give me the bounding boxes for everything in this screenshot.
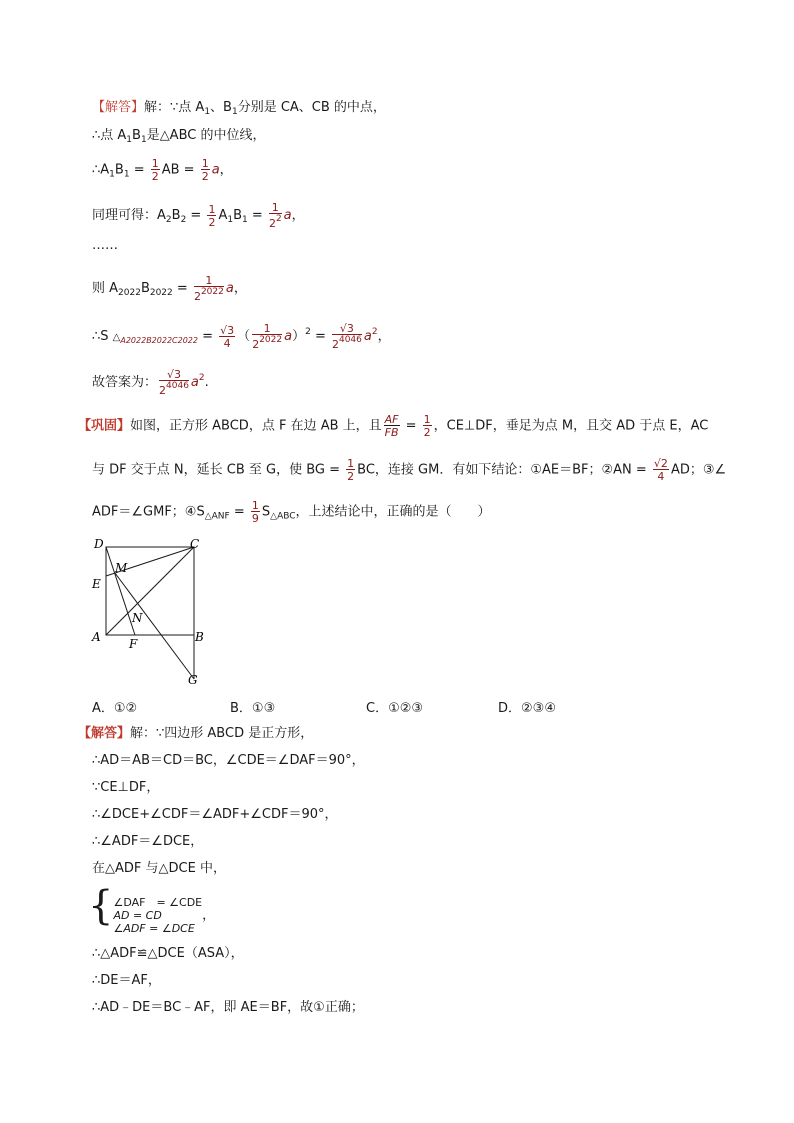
sol2-line-4: ∴∠DCE+∠CDF＝∠ADF+∠CDF＝90°， — [92, 807, 338, 822]
label-n: N — [132, 611, 143, 625]
fraction: $\frac{√2}{4}$ — [653, 457, 668, 483]
fraction: $\frac{1}{2}$ — [208, 202, 216, 229]
label-a: A — [92, 630, 101, 644]
sol2-line-9: ∴AD﹣DE＝BC﹣AF，即 AE＝BF，故①正确； — [92, 1000, 364, 1015]
brace-symbol: { — [88, 883, 114, 929]
fraction: $\frac{√3}{4}$ — [220, 323, 235, 350]
label-e: E — [92, 577, 101, 591]
fraction: $\frac{1}{2^2}$ — [268, 201, 282, 230]
fraction: $\frac{√3}{2^{4046}}$ — [159, 368, 189, 397]
label-m: M — [115, 561, 128, 575]
sol1-line-2: ∴点 $A_1B_1$是△ABC 的中位线， — [92, 128, 266, 145]
sol1-line-6: 则 $A_{2022}B_{2022}$ = $\frac{1}{2^{2022}}$ a， — [92, 274, 247, 303]
fraction: $\frac{√3}{2^{4046}}$ — [331, 322, 362, 351]
label-g: G — [188, 673, 198, 687]
option-d: D．②③④ — [498, 701, 556, 716]
problem-line-2: 与 DF 交于点 N，延长 CB 至 G，使 BG = $\frac{1}{2}$ BC，连接 GM．有如下结论：①AE＝BF；②AN = $\frac{√2}{4}$ AD；③∠ — [92, 457, 727, 483]
consolidate-tag: 【巩固】 — [78, 418, 131, 434]
sol2-system: { ∠DAF = ∠CDE AD = CD ∠ADF = ∠DCE ， — [88, 883, 216, 935]
sol1-line-5: …… — [92, 238, 118, 253]
label-b: B — [195, 630, 204, 644]
option-c: C．①②③ — [366, 701, 424, 716]
fraction: $\frac{1}{2}$ — [423, 413, 431, 439]
sol2-line-5: ∴∠ADF＝∠DCE， — [92, 834, 204, 849]
answer-tag: 【解答】 — [78, 726, 131, 741]
sol1-line-1: 【解答】解：∵点 $A_1$、$B_1$分别是 CA、CB 的中点， — [92, 100, 386, 117]
equation-system: ∠DAF = ∠CDE AD = CD ∠ADF = ∠DCE — [113, 896, 203, 935]
sol2-line-8: ∴DE＝AF， — [92, 973, 161, 988]
problem-line-3: ADF＝∠GMF；$④S_{\triangle ANF}$ = $\frac{1}{9}$ $S_{\triangle ABC}$，上述结论中，正确的是（ ） — [92, 499, 491, 525]
sol1-line-4: 同理可得：$A_2B_2$ = $\frac{1}{2}$ $A_1B_1$ = $\frac{1}{2^2}$ a， — [92, 201, 305, 230]
fraction: $\frac{1}{2^{2022}}$ — [193, 274, 224, 303]
sol1-line-7: ∴S $\triangle_{A2022B2022C2022}$ = $\frac{√3}{4}$ （ $\frac{1}{2^{2022}}$ a）$^2$ = $\frac{√3}{2^{4046}}$ $a^2$， — [92, 322, 391, 351]
geometry-figure — [88, 534, 218, 690]
fraction: $\frac{1}{2}$ — [201, 157, 209, 183]
sol2-line-7: ∴△ADF≌△DCE（ASA）， — [92, 946, 244, 961]
option-b: B．①③ — [230, 701, 276, 716]
option-a: A．①② — [92, 701, 138, 716]
segment-mg — [115, 573, 194, 679]
sol2-line-1: 【解答】解：∵四边形 ABCD 是正方形， — [78, 726, 314, 741]
fraction: $\frac{1}{2}$ — [347, 457, 355, 483]
fraction: $\frac{1}{9}$ — [251, 499, 259, 525]
fraction: $\frac{1}{2^{2022}}$ — [252, 322, 283, 351]
sol1-line-8: 故答案为： $\frac{√3}{2^{4046}}$ $a^2$. — [92, 368, 209, 397]
sol2-line-3: ∵CE⊥DF， — [92, 780, 160, 795]
fraction: $\frac{1}{2}$ — [151, 157, 159, 183]
answer-tag: 【解答】 — [92, 100, 145, 115]
problem-line-1: 【巩固】如图，正方形 ABCD，点 F 在边 AB 上，且 $\frac{AF}{FB}$ = $\frac{1}{2}$ ，CE⊥DF，垂足为点 M，且交 AD 于点 E，AC — [78, 413, 709, 439]
label-d: D — [94, 537, 104, 551]
label-f: F — [129, 637, 138, 651]
sol1-line-3: $\therefore A_1B_1$ = $\frac{1}{2}$ AB = $\frac{1}{2}$ a， — [92, 157, 233, 183]
sol2-line-6: 在△ADF 与△DCE 中， — [92, 861, 226, 876]
sol2-line-2: ∴AD＝AB＝CD＝BC，∠CDE＝∠DAF＝90°， — [92, 753, 365, 768]
fraction: $\frac{AF}{FB}$ — [384, 413, 399, 439]
label-c: C — [190, 537, 200, 551]
